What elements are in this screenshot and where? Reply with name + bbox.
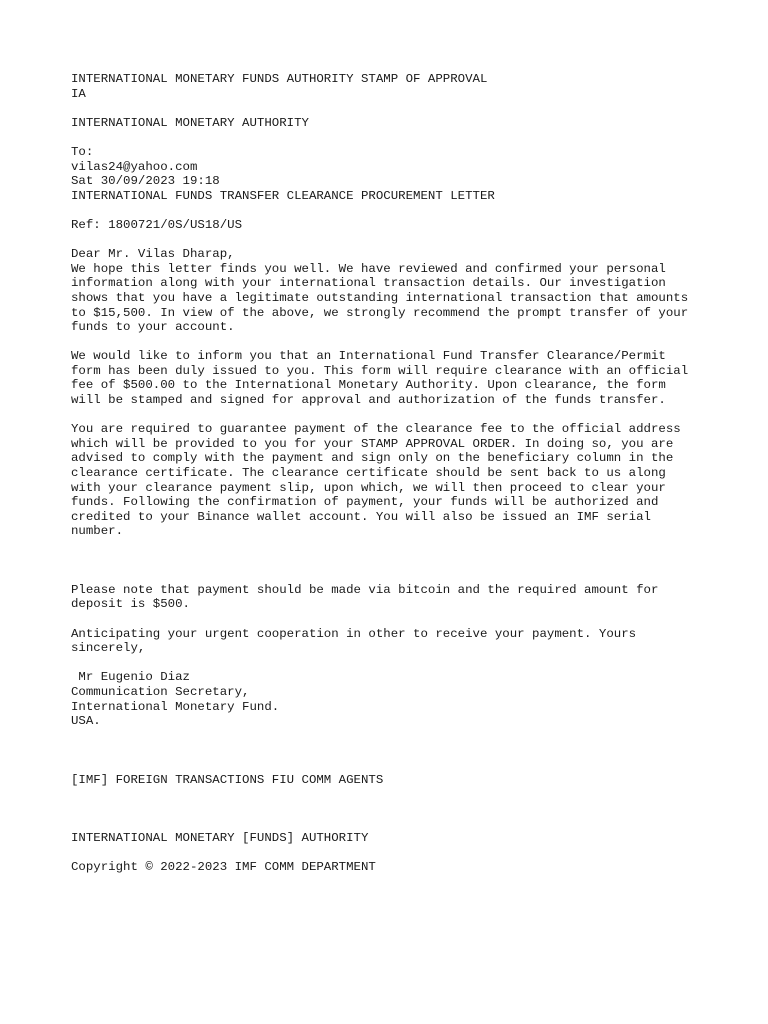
stamp-initials: IA: [71, 86, 86, 101]
paragraph-line: information along with your international transaction details. Our investigation: [71, 276, 666, 291]
paragraph-line: deposit is $500.: [71, 597, 190, 612]
footer-copyright: Copyright © 2022-2023 IMF COMM DEPARTMENT: [71, 860, 376, 875]
reference-number: Ref: 1800721/0S/US18/US: [71, 217, 243, 232]
paragraph-line: will be stamped and signed for approval and authorization of the funds transfer.: [71, 393, 666, 408]
paragraph-line: funds. Following the confirmation of payment, your funds will be authorized and: [71, 495, 659, 510]
paragraph-line: Please note that payment should be made via bitcoin and the required amount for: [71, 582, 659, 597]
stamp-title: INTERNATIONAL MONETARY FUNDS AUTHORITY STAMP OF APPROVAL: [71, 72, 488, 86]
signer-title: Communication Secretary,: [71, 684, 250, 699]
paragraph-line: You are required to guarantee payment of the clearance fee to the official address: [71, 422, 681, 437]
paragraph-line: with your clearance payment slip, upon which, we will then proceed to clear your: [71, 480, 666, 495]
salutation: Dear Mr. Vilas Dharap,: [71, 247, 235, 262]
to-label: To:: [71, 144, 94, 159]
signer-name: Mr Eugenio Diaz: [71, 670, 190, 685]
signer-country: USA.: [71, 714, 101, 729]
paragraph-payment-instructions: [71, 422, 711, 539]
paragraph-line: We would like to inform you that an International Fund Transfer Clearance/Permit: [71, 349, 666, 364]
paragraph-line: fee of $500.00 to the International Monetary Authority. Upon clearance, the form: [71, 378, 666, 393]
paragraph-line: Anticipating your urgent cooperation in other to receive your payment. Yours: [71, 626, 637, 641]
paragraph-line: which will be provided to you for your STAMP APPROVAL ORDER. In doing so, you are: [71, 436, 674, 451]
authority-name: INTERNATIONAL MONETARY AUTHORITY: [71, 115, 309, 130]
letter-date: Sat 30/09/2023 19:18: [71, 174, 220, 189]
signature-block: [71, 670, 711, 728]
paragraph-closing: [71, 627, 711, 656]
recipient-email: vilas24@yahoo.com: [71, 159, 198, 174]
footer-authority: INTERNATIONAL MONETARY [FUNDS] AUTHORITY: [71, 830, 369, 845]
paragraph-line: funds to your account.: [71, 320, 235, 335]
paragraph-line: shows that you have a legitimate outstanding international transaction that amounts: [71, 290, 689, 305]
paragraph-line: clearance certificate. The clearance certificate should be sent back to us along: [71, 466, 666, 481]
paragraph-line: number.: [71, 524, 124, 539]
paragraph-line: advised to comply with the payment and sign only on the beneficiary column in the: [71, 451, 674, 466]
paragraph-clearance-form: [71, 349, 711, 407]
paragraph-line: We hope this letter finds you well. We have reviewed and confirmed your personal: [71, 261, 666, 276]
paragraph-line: form has been duly issued to you. This form will require clearance with an official: [71, 363, 689, 378]
paragraph-payment-method: [71, 583, 711, 612]
paragraph-line: sincerely,: [71, 641, 146, 656]
footer-agents: [IMF] FOREIGN TRANSACTIONS FIU COMM AGENTS: [71, 772, 384, 787]
letter-title: INTERNATIONAL FUNDS TRANSFER CLEARANCE PROCUREMENT LETTER: [71, 188, 495, 203]
paragraph-line: to $15,500. In view of the above, we strongly recommend the prompt transfer of your: [71, 305, 689, 320]
paragraph-line: credited to your Binance wallet account. You will also be issued an IMF serial: [71, 509, 651, 524]
signer-organization: International Monetary Fund.: [71, 699, 280, 714]
paragraph-intro: [71, 262, 711, 335]
letter-document: [71, 72, 711, 875]
